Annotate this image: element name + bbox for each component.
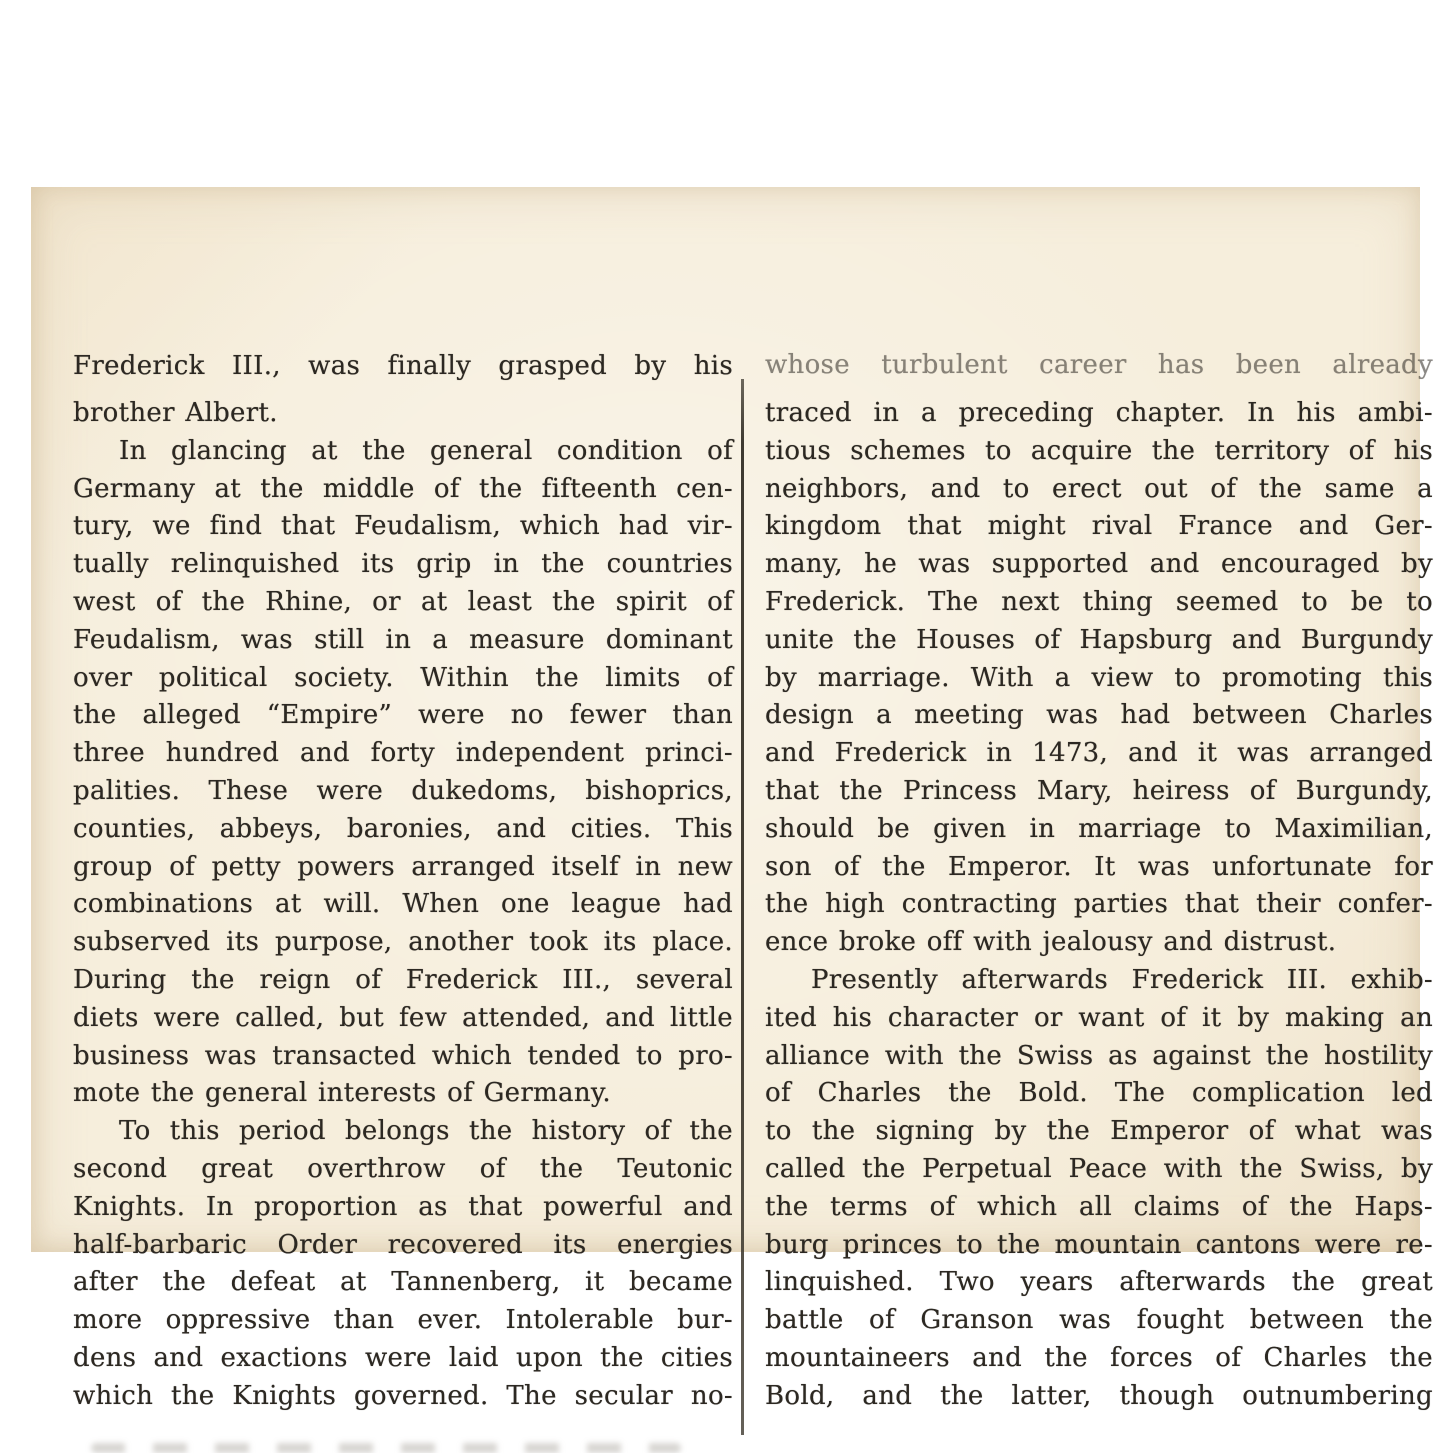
text-line: During the reign of Frederick III., several [73,964,733,995]
text-line: battle of Granson was fought between the [765,1305,1433,1336]
text-line: which the Knights governed. The secular no- [73,1380,733,1411]
text-line: linquished. Two years afterwards the great [765,1267,1433,1298]
scan-artifact [91,1443,681,1453]
text-line: diets were called, but few attended, and little [73,1002,733,1033]
text-line: combinations at will. When one league had [73,889,733,920]
clipped-line-text: Frederick III., was finally grasped by his [73,351,733,381]
text-line: ence broke off with jealousy and distrust. [765,927,1337,958]
text-line: tious schemes to acquire the territory of his [765,435,1433,466]
clipped-top-line-left [73,351,733,386]
text-line: should be given in marriage to Maximilian, [765,813,1433,844]
text-line: mote the general interests of Germany. [73,1078,611,1109]
text-line: second great overthrow of the Teutonic [73,1153,733,1184]
text-line: tury, we find that Feudalism, which had vir- [73,511,733,542]
text-line: traced in a preceding chapter. In his ambi- [765,398,1433,428]
text-line: son of the Emperor. It was unfortunate for [765,851,1433,882]
text-line: burg princes to the mountain cantons were re- [765,1229,1433,1260]
text-line: Frederick. The next thing seemed to be to [765,586,1433,617]
text-line: that the Princess Mary, heiress of Burgundy, [765,775,1433,806]
text-line: over political society. Within the limits of [73,662,733,693]
text-line: mountaineers and the forces of Charles the [765,1342,1433,1373]
text-line: palities. These were dukedoms, bishoprics, [73,775,733,806]
text-line: tually relinquished its grip in the countries [73,549,733,580]
text-column-left [73,395,733,1416]
column-divider-rule [741,379,744,1435]
clipped-top-line-right [765,350,1433,382]
text-line: more oppressive than ever. Intolerable bur- [73,1305,733,1336]
text-line: and Frederick in 1473, and it was arranged [765,738,1433,769]
text-line: Germany at the middle of the fifteenth cen- [73,473,733,504]
text-line: by marriage. With a view to promoting this [765,662,1433,693]
text-line: west of the Rhine, or at least the spirit of [73,586,733,617]
text-line: half-barbaric Order recovered its energies [73,1229,733,1260]
text-line: neighbors, and to erect out of the same a [765,473,1433,504]
text-line: called the Perpetual Peace with the Swiss, by [765,1153,1433,1184]
text-line: dens and exactions were laid upon the cities [73,1342,733,1373]
text-line: counties, abbeys, baronies, and cities. This [73,813,733,844]
text-line: many, he was supported and encouraged by [765,549,1433,580]
text-line: ited his character or want of it by making an [765,1002,1433,1033]
scanned-page [31,187,1433,1411]
text-line: the terms of which all claims of the Haps- [765,1191,1433,1222]
text-line: Bold, and the latter, though outnumbering [765,1380,1433,1411]
text-line: three hundred and forty independent princi- [73,738,733,769]
text-line: business was transacted which tended to pro- [73,1040,733,1071]
text-line: Presently afterwards Frederick III. exhib- [811,964,1433,995]
text-line: of Charles the Bold. The complication led [765,1078,1433,1109]
text-line: the alleged “Empire” were no fewer than [73,700,733,731]
text-line: subserved its purpose, another took its place. [73,927,733,958]
text-line: the high contracting parties that their confer- [765,889,1433,920]
clipped-line-text: whose turbulent career has been already [765,350,1433,380]
text-line: alliance with the Swiss as against the hostility [765,1040,1433,1071]
text-line: group of petty powers arranged itself in new [73,851,733,882]
text-line: Knights. In proportion as that powerful and [73,1191,733,1222]
text-column-right [765,395,1433,1416]
text-line: brother Albert. [73,398,278,428]
text-line: to the signing by the Emperor of what was [765,1116,1433,1147]
text-line: In glancing at the general condition of [119,435,733,466]
text-line: kingdom that might rival France and Ger- [765,511,1433,542]
text-line: after the defeat at Tannenberg, it became [73,1267,733,1298]
text-line: unite the Houses of Hapsburg and Burgundy [765,624,1433,655]
text-line: design a meeting was had between Charles [765,700,1433,731]
text-line: To this period belongs the history of the [119,1116,733,1147]
text-line: Feudalism, was still in a measure dominant [73,624,733,655]
